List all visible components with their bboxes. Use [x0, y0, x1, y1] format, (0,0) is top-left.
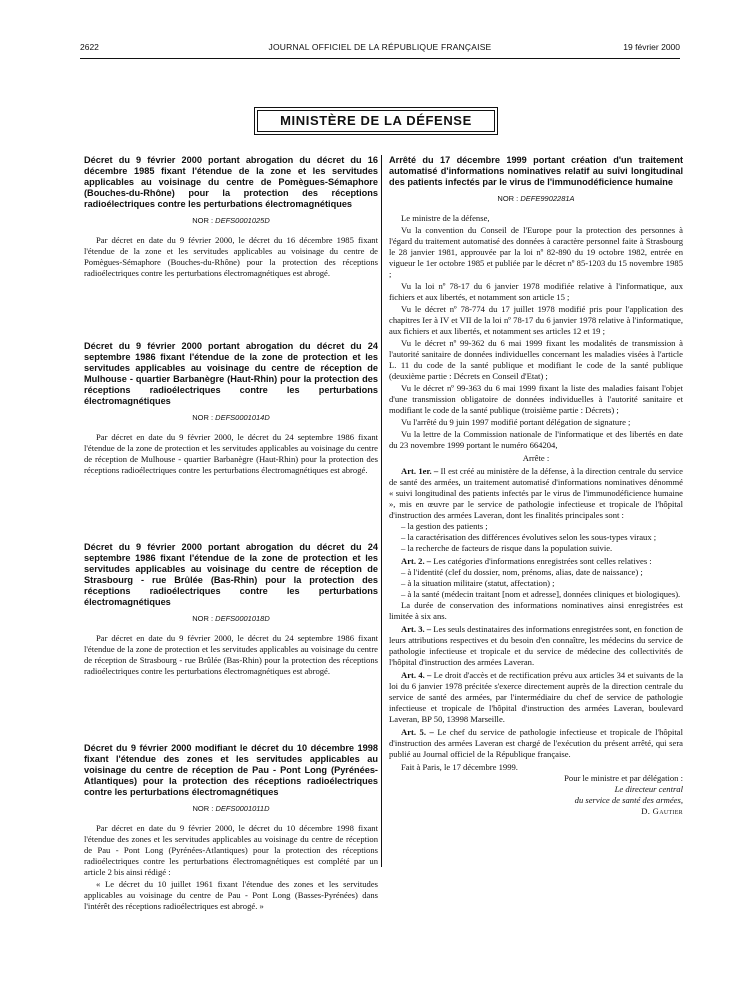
nor-code: DEFS0001018D: [215, 614, 270, 623]
issue-date: 19 février 2000: [623, 42, 680, 52]
decree-body: Par décret en date du 9 février 2000, le décret du 24 septembre 1986 fixant l'étendue de la zone de protection et les servitudes applicables au voisinage du centre de réception de Mulhouse - quartier Barbanègre (Haut-Rhin) pour la protection des réceptions radioélectriques contre les perturbations électromagnétiques est abrogé.: [84, 432, 378, 475]
decree-title: Décret du 9 février 2000 portant abrogation du décret du 16 décembre 1985 fixant l'étendue de la zone et les servitudes applicables au voisinage du centre de Pomègues-Sémaphore (Bouches-du-Rhône) pour la protection des réceptions radioélectriques contre les perturbations électromagnétiques: [84, 155, 378, 209]
ministry-heading: MINISTÈRE DE LA DÉFENSE: [257, 110, 495, 132]
article-label: Art. 4. –: [401, 670, 432, 680]
decree-section: [84, 542, 378, 677]
nor-code: DEFE9902281A: [520, 194, 575, 203]
visa-line: Vu le décret nº 99-363 du 6 mai 1999 fixant la liste des maladies faisant l'objet d'une transmission obligatoire de données individuelles à l'autorité sanitaire et modifiant le code de la santé publique (troisième partie : Décrets) ;: [389, 383, 683, 415]
arrete-word: Arrête :: [522, 453, 550, 463]
article-3: [389, 624, 683, 668]
nor-prefix: NOR :: [192, 216, 214, 225]
decree-body: Par décret en date du 9 février 2000, le décret du 24 septembre 1986 fixant l'étendue de la zone de protection et les servitudes applicables au voisinage du centre de réception de Strasbourg - rue Brûlée (Bas-Rhin) pour la protection des réceptions radioélectriques contre les perturbations électromagnétiques est abrogé.: [84, 633, 378, 676]
article-2-duration: La durée de conservation des informations nominatives ainsi enregistrées est limitée à six ans.: [389, 600, 683, 621]
visa-line: Vu le décret nº 78-774 du 17 juillet 1978 modifié pris pour l'application des chapitres Ier à IV et VII de la loi nº 78-17 du 6 janvier 1978 relative à l'informatique, aux fichiers et aux libertés, et notamment ses articles 12 et 19 ;: [389, 304, 683, 336]
nor-prefix: NOR :: [497, 194, 519, 203]
signatory-name: D. Gautier: [641, 806, 683, 816]
decree-section: [84, 155, 378, 279]
list-item: – la gestion des patients ;: [401, 521, 488, 531]
arrete-title: Arrêté du 17 décembre 1999 portant création d'un traitement automatisé d'informations nominatives relatif au suivi longitudinal des patients infectés par le virus de l'immunodéficience humaine: [389, 155, 683, 187]
article-1: [389, 466, 683, 521]
journal-title: JOURNAL OFFICIEL DE LA RÉPUBLIQUE FRANÇAISE: [268, 42, 492, 52]
nor-reference: [84, 804, 378, 813]
article-text: Les catégories d'informations enregistrées sont celles relatives :: [433, 556, 652, 566]
signature-line: Pour le ministre et par délégation :: [564, 773, 683, 783]
decree-section: [84, 743, 378, 912]
article-label: Art. 2. –: [401, 556, 432, 566]
article-5: [389, 727, 683, 760]
article-label: Art. 3. –: [401, 624, 432, 634]
list-item: – à l'identité (clef du dossier, nom, prénoms, alias, date de naissance) ;: [401, 567, 643, 577]
signature-line: Le directeur central: [614, 784, 683, 794]
visa-line: Vu la loi nº 78-17 du 6 janvier 1978 modifiée relative à l'informatique, aux fichiers et aux libertés, et notamment son article 15 ;: [389, 281, 683, 302]
article-text: Les seuls destinataires des informations enregistrées sont, en fonction de leurs attributions respectives et du besoin d'en connaître, les médecins du service de pathologie infectieuse et tropicale et du service de médecine des collectivités de l'hôpital d'instruction des armées Laveran.: [389, 624, 683, 667]
nor-prefix: NOR :: [192, 804, 214, 813]
nor-prefix: NOR :: [192, 413, 214, 422]
article-label: Art. 5. –: [401, 727, 434, 737]
decree-body: Par décret en date du 9 février 2000, le décret du 10 décembre 1998 fixant l'étendue des zones et les servitudes applicables au voisinage du centre de réception de Pau - Pont Long (Pyrénées-Atlantiques) pour la protection des réceptions radioélectriques contre les perturbations électromagnétiques est complété par un article 2 bis ainsi rédigé :: [84, 823, 378, 877]
header-rule: [80, 58, 680, 59]
list-item: – la caractérisation des différences évolutives selon les sous-types viraux ;: [401, 532, 657, 542]
nor-reference: [84, 216, 378, 225]
running-header: [80, 42, 680, 56]
signature-line: du service de santé des armées,: [574, 795, 683, 805]
nor-reference: [84, 413, 378, 422]
visa-line: Vu l'arrêté du 9 juin 1997 modifié portant délégation de signature ;: [401, 417, 631, 427]
nor-code: DEFS0001014D: [215, 413, 270, 422]
decree-title: Décret du 9 février 2000 modifiant le décret du 10 décembre 1998 fixant l'étendue des zones et les servitudes applicables au voisinage du centre de réception de Pau - Pont Long (Pyrénées-Atlantiques) pour la protection des réceptions radioélectriques contre les perturbations électromagnétiques: [84, 743, 378, 797]
visa-line: Le ministre de la défense,: [401, 213, 490, 223]
article-text: Le droit d'accès et de rectification prévu aux articles 34 et suivants de la loi du 6 janvier 1978 précitée s'exerce directement auprès de la direction centrale du service de santé des armées, par l'intermédiaire du chef de service de pathologie infectieuse et tropicale de l'hôpital d'instruction des armées Laveran, boulevard Laveran, BP 50, 13998 Marseille.: [389, 670, 684, 724]
nor-reference: [389, 194, 683, 203]
article-text: Le chef du service de pathologie infectieuse et tropicale de l'hôpital d'instruction des armées Laveran est chargé de l'exécution du présent arrêté, qui sera publié au Journal officiel de la République française.: [389, 727, 683, 759]
decree-section: [84, 341, 378, 476]
visa-line: Vu le décret nº 99-362 du 6 mai 1999 fixant les modalités de transmission à l'autorité sanitaire de données individuelles concernant les maladies visées à l'article L. 11 du code de la santé publique et modifiant le code de la santé publique (deuxième partie : Décrets en Conseil d'Etat) ;: [389, 338, 683, 381]
column-separator: [381, 155, 382, 867]
right-column: [389, 155, 683, 817]
visa-line: Vu la convention du Conseil de l'Europe pour la protection des personnes à l'égard du traitement automatisé des données à caractère personnel faite à Strasbourg le 28 janvier 1981, approuvée par la loi nº 82-890 du 19 octobre 1982, entrée en vigueur le 1er octobre 1985 et publiée par le décret nº 85-1203 du 15 novembre 1985 ;: [389, 225, 683, 279]
nor-code: DEFS0001025D: [215, 216, 270, 225]
decree-body: Par décret en date du 9 février 2000, le décret du 16 décembre 1985 fixant l'étendue de la zone et les servitudes applicables au voisinage du centre de Pomègues-Sémaphore (Bouches-du-Rhône) pour la protection des réceptions radioélectriques contre les perturbations électromagnétiques est abrogé.: [84, 235, 378, 278]
decree-quote: « Le décret du 10 juillet 1961 fixant l'étendue des zones et les servitudes applicables au voisinage du centre de Pau - Pont Long (Basses-Pyrénées) dans l'intérêt des réceptions radioélectriques est abrogé. »: [84, 879, 378, 911]
nor-reference: [84, 614, 378, 623]
list-item: – à la santé (médecin traitant [nom et adresse], données cliniques et biologiques).: [401, 589, 681, 599]
decree-title: Décret du 9 février 2000 portant abrogation du décret du 24 septembre 1986 fixant l'étendue de la zone de protection et les servitudes applicables au voisinage du centre de réception de Strasbourg - rue Brûlée (Bas-Rhin) pour la protection des réceptions radioélectriques contre les perturbations électromagnétiques: [84, 542, 378, 607]
article-label: Art. 1er. –: [401, 466, 439, 476]
decree-title: Décret du 9 février 2000 portant abrogation du décret du 24 septembre 1986 fixant l'étendue de la zone de protection et les servitudes applicables au voisinage du centre de réception de Mulhouse - quartier Barbanègre (Haut-Rhin) pour la protection des réceptions radioélectriques contre les perturbations électromagnétiques: [84, 341, 378, 406]
list-item: – la recherche de facteurs de risque dans la population suivie.: [401, 543, 613, 553]
list-item: – à la situation militaire (statut, affectation) ;: [401, 578, 555, 588]
done-at: Fait à Paris, le 17 décembre 1999.: [401, 762, 518, 772]
nor-code: DEFS0001011D: [215, 804, 270, 813]
article-4: [389, 670, 683, 725]
visa-line: Vu la lettre de la Commission nationale de l'informatique et des libertés en date du 23 novembre 1999 portant le numéro 664204,: [389, 429, 683, 450]
article-2: [389, 556, 683, 567]
nor-prefix: NOR :: [192, 614, 214, 623]
article-text: Il est créé au ministère de la défense, à la direction centrale du service de santé des armées, un traitement automatisé d'informations nominatives dénommé « suivi longitudinal des patients infectés par le virus de l'immunodéficience humaine », mis en œuvre par le service de pathologie infectieuse et tropicale de l'hôpital d'instruction des armées Laveran, dont les finalités principales sont :: [389, 466, 683, 520]
page-number: 2622: [80, 42, 99, 52]
